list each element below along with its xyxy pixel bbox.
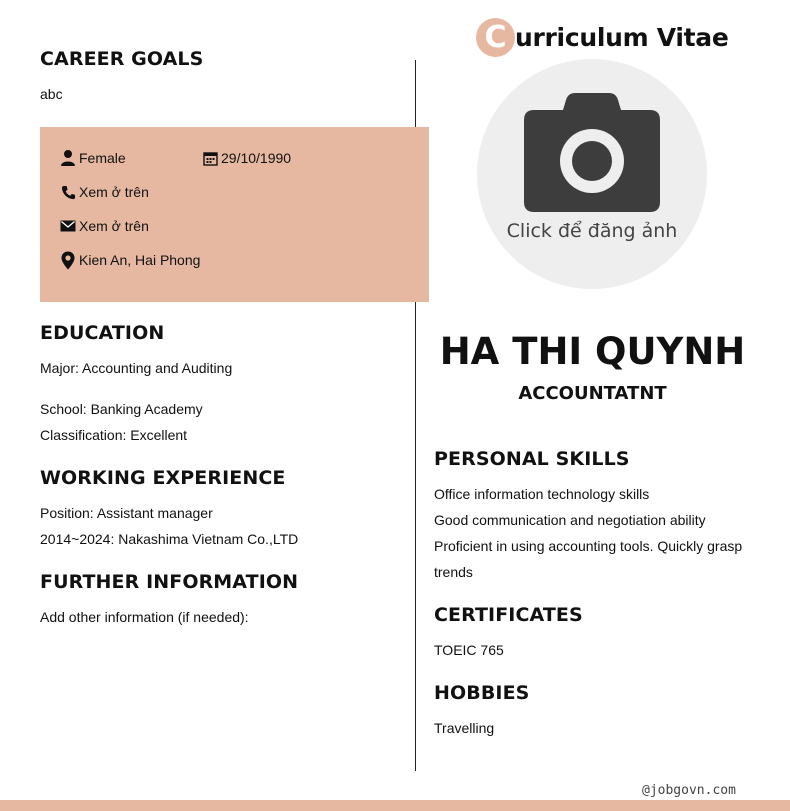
experience-position[interactable]: Position: Assistant manager [40,505,213,521]
person-icon [59,149,77,167]
camera-icon [522,92,662,214]
address-item[interactable] [59,251,200,269]
career-goals-title: CAREER GOALS [40,48,204,70]
education-classification[interactable]: Classification: Excellent [40,427,188,443]
contact-info-box [40,127,429,302]
education-school[interactable]: School: Banking Academy [40,401,203,417]
education-major[interactable]: Major: Accounting and Auditing [40,360,233,376]
gender-item[interactable] [59,149,126,167]
location-pin-icon [59,251,77,269]
envelope-icon [59,217,77,235]
career-goals-text[interactable]: abc [40,86,63,102]
hobbies-text[interactable]: Travelling [434,720,495,736]
certificates-title: CERTIFICATES [434,604,583,626]
logo-text: urriculum Vitae [515,23,729,52]
candidate-role[interactable]: ACCOUNTATNT [518,383,667,404]
phone-icon [59,183,77,201]
skill-item[interactable]: Proficient in using accounting tools. Quickly grasp trends [434,538,743,580]
further-info-text[interactable]: Add other information (if needed): [40,609,249,625]
profile-photo-upload[interactable] [477,59,707,289]
footer-bar [0,800,790,811]
email-value: Xem ở trên [79,218,149,234]
address-value: Kien An, Hai Phong [79,252,201,268]
certificates-text[interactable]: TOEIC 765 [434,642,504,658]
hobbies-title: HOBBIES [434,682,530,704]
birthdate-item[interactable] [201,149,291,167]
experience-period[interactable]: 2014~2024: Nakashima Vietnam Co.,LTD [40,531,299,547]
skill-item[interactable]: Good communication and negotiation ability [434,512,706,528]
candidate-name[interactable]: HA THI QUYNH [439,330,746,373]
further-info-title: FURTHER INFORMATION [40,571,299,593]
education-title: EDUCATION [40,322,165,344]
gender-value: Female [79,150,126,166]
personal-skills-title: PERSONAL SKILLS [434,448,630,470]
cv-logo [476,18,729,57]
experience-title: WORKING EXPERIENCE [40,467,286,489]
skill-item[interactable]: Office information technology skills [434,486,650,502]
phone-value: Xem ở trên [79,184,149,200]
watermark-text: @jobgovn.com [642,783,736,798]
birthdate-value: 29/10/1990 [221,150,292,166]
email-item[interactable] [59,217,149,235]
phone-item[interactable] [59,183,149,201]
logo-initial: C [476,18,515,57]
photo-upload-caption: Click để đăng ảnh [506,220,678,242]
calendar-icon [201,149,219,167]
